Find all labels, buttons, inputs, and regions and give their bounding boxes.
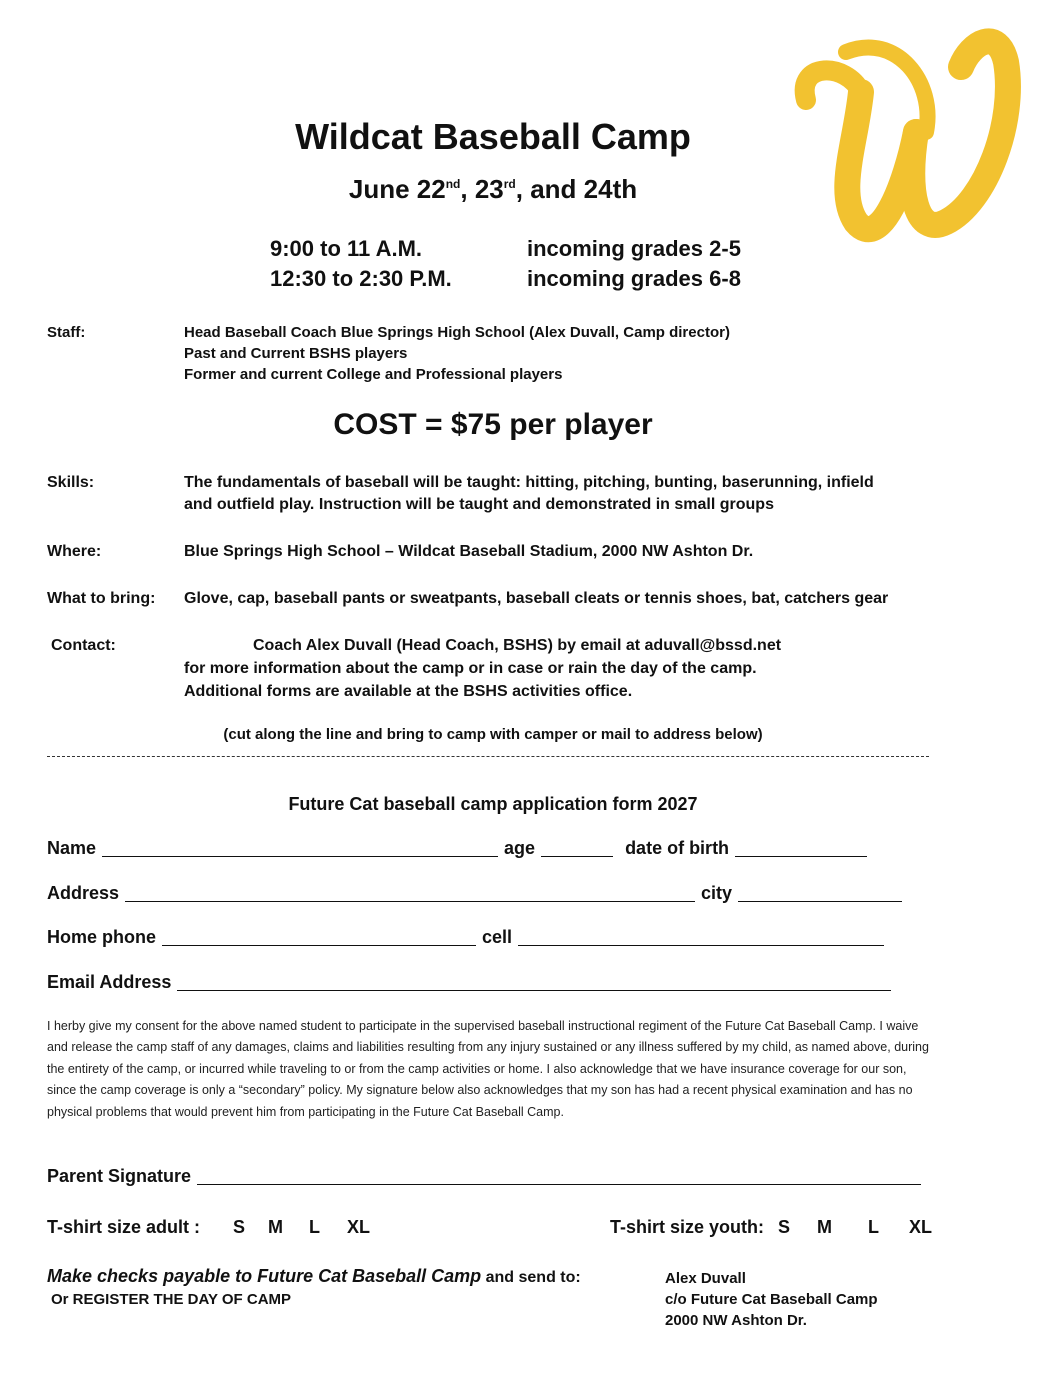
cut-line-divider bbox=[47, 756, 929, 757]
cell-label: cell bbox=[482, 927, 513, 947]
consent-paragraph: I herby give my consent for the above named student to participate in the supervised baseball instructional regiment of the Future Cat Baseball Camp. I waive and release the camp staff of any damages, claims and liabilities resulting from any injury sustained or any illness suffered by my child, as named above, during the entirety of the camp, or incurred while traveling to or from the camp activities or home. I also acknowledge that we have insurance coverage for our son, since the camp coverage is only a “secondary” policy. My signature below also acknowledges that my son has had a recent physical examination and has no physical problems that would prevent him from participating in the Future Cat Baseball Camp. bbox=[47, 1019, 929, 1119]
signature-row bbox=[47, 1166, 927, 1187]
tshirt-adult-label: T-shirt size adult : bbox=[47, 1217, 201, 1237]
mail-address-line-3: 2000 NW Ashton Dr. bbox=[665, 1312, 807, 1329]
tshirt-adult-xl[interactable]: XL bbox=[347, 1217, 371, 1237]
staff-label: Staff: bbox=[47, 324, 86, 341]
phone-row bbox=[47, 927, 890, 948]
mail-address-line-1: Alex Duvall bbox=[665, 1270, 746, 1287]
tshirt-adult-s[interactable]: S bbox=[233, 1217, 246, 1237]
address-label: Address bbox=[47, 883, 120, 903]
bring-label: What to bring: bbox=[47, 590, 156, 607]
address-field[interactable] bbox=[125, 883, 695, 902]
city-field[interactable] bbox=[738, 883, 902, 902]
staff-line-1: Head Baseball Coach Blue Springs High School (Alex Duvall, Camp director) bbox=[184, 324, 730, 341]
cut-note: (cut along the line and bring to camp with camper or mail to address below) bbox=[223, 726, 763, 743]
name-row bbox=[47, 838, 873, 859]
age-label: age bbox=[504, 838, 536, 858]
checks-payable-note: Make checks payable to Future Cat Baseball Camp and send to: bbox=[47, 1266, 581, 1286]
contact-line-3: Additional forms are available at the BSHS activities office. bbox=[184, 683, 633, 700]
skills-line-2: and outfield play. Instruction will be taught and demonstrated in small groups bbox=[184, 496, 774, 513]
tshirt-youth-xl[interactable]: XL bbox=[909, 1217, 933, 1237]
home-phone-label: Home phone bbox=[47, 927, 157, 947]
dob-label: date of birth bbox=[625, 838, 730, 858]
contact-line-1: Coach Alex Duvall (Head Coach, BSHS) by email at aduvall@bssd.net bbox=[253, 637, 782, 654]
staff-line-3: Former and current College and Professional players bbox=[184, 366, 563, 383]
tshirt-youth-l[interactable]: L bbox=[868, 1217, 879, 1237]
email-row bbox=[47, 972, 897, 993]
address-row bbox=[47, 883, 908, 904]
page-title: Wildcat Baseball Camp bbox=[295, 116, 691, 157]
email-field[interactable] bbox=[177, 972, 891, 991]
home-phone-field[interactable] bbox=[162, 927, 476, 946]
mail-address-line-2: c/o Future Cat Baseball Camp bbox=[665, 1291, 878, 1308]
cell-field[interactable] bbox=[518, 927, 884, 946]
tshirt-adult-m[interactable]: M bbox=[268, 1217, 283, 1237]
signature-field[interactable] bbox=[197, 1166, 921, 1185]
where-label: Where: bbox=[47, 543, 102, 560]
where-value: Blue Springs High School – Wildcat Baseball Stadium, 2000 NW Ashton Dr. bbox=[184, 543, 754, 560]
email-label: Email Address bbox=[47, 972, 172, 992]
cost-heading: COST = $75 per player bbox=[333, 408, 653, 441]
tshirt-youth-m[interactable]: M bbox=[817, 1217, 832, 1237]
skills-line-1: The fundamentals of baseball will be taught: hitting, pitching, bunting, baserunning, infield bbox=[184, 474, 874, 491]
form-title: Future Cat baseball camp application form 2027 bbox=[288, 794, 698, 814]
schedule-time-2: 12:30 to 2:30 P.M. bbox=[270, 266, 452, 291]
signature-label: Parent Signature bbox=[47, 1166, 192, 1186]
skills-label: Skills: bbox=[47, 474, 95, 491]
schedule-time-1: 9:00 to 11 A.M. bbox=[270, 236, 423, 261]
contact-label: Contact: bbox=[51, 637, 116, 654]
bring-value: Glove, cap, baseball pants or sweatpants, baseball cleats or tennis shoes, bat, catchers gear bbox=[184, 590, 889, 607]
schedule-grades-2: incoming grades 6-8 bbox=[527, 266, 741, 291]
staff-line-2: Past and Current BSHS players bbox=[184, 345, 408, 362]
tshirt-youth-label: T-shirt size youth: bbox=[610, 1217, 765, 1237]
name-field[interactable] bbox=[102, 838, 498, 857]
tshirt-adult-l[interactable]: L bbox=[309, 1217, 320, 1237]
dob-field[interactable] bbox=[735, 838, 867, 857]
tshirt-youth-s[interactable]: S bbox=[778, 1217, 791, 1237]
city-label: city bbox=[701, 883, 733, 903]
register-note: Or REGISTER THE DAY OF CAMP bbox=[51, 1291, 292, 1308]
schedule-grades-1: incoming grades 2-5 bbox=[527, 236, 741, 261]
age-field[interactable] bbox=[541, 838, 613, 857]
name-label: Name bbox=[47, 838, 97, 858]
contact-line-2: for more information about the camp or in case or rain the day of the camp. bbox=[184, 660, 757, 677]
camp-dates: June 22nd, 23rd, and 24th bbox=[348, 174, 638, 204]
